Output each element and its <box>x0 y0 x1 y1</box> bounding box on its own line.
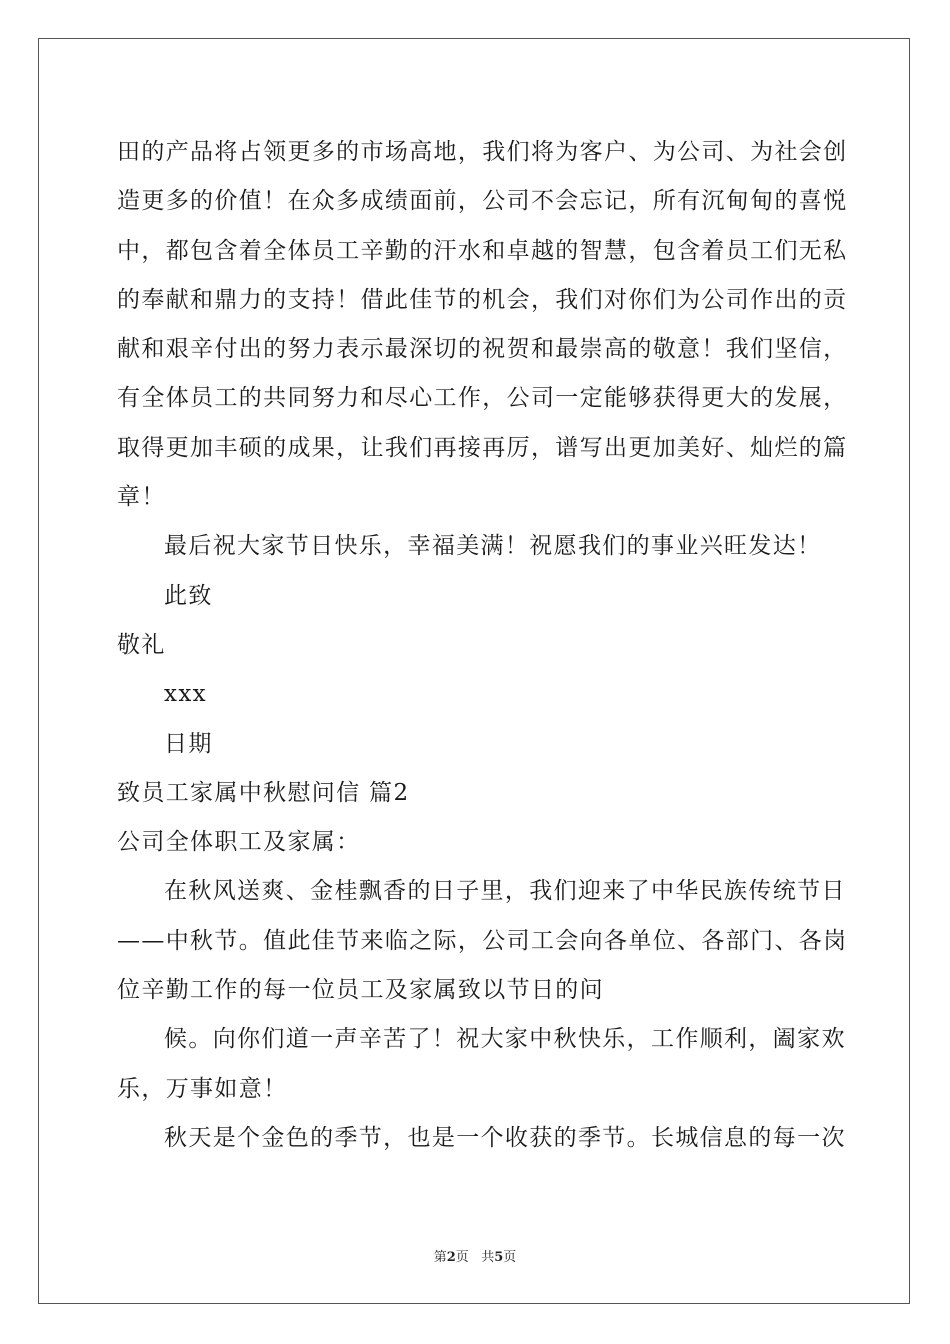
page-total: 5 <box>494 1250 504 1265</box>
section-heading: 致员工家属中秋慰问信 篇2 <box>117 779 410 806</box>
date-label: 日期 <box>164 730 213 757</box>
salutation-ci-zhi: 此致 <box>164 582 213 609</box>
body-line: ——中秋节。值此佳节来临之际，公司工会向各单位、各部门、各岗 <box>117 927 848 954</box>
document-body <box>117 128 848 1163</box>
body-line: 田的产品将占领更多的市场高地，我们将为客户、为公司、为社会创 <box>117 139 848 165</box>
letter-addressee: 公司全体职工及家属： <box>117 829 361 856</box>
page-footer <box>0 1246 950 1265</box>
page-suffix: 页 <box>455 1250 469 1265</box>
body-line: 献和艰辛付出的努力表示最深切的祝贺和最崇高的敬意！我们坚信， <box>117 336 848 363</box>
body-line: 中，都包含着全体员工辛勤的汗水和卓越的智慧，包含着员工们无私 <box>117 237 848 264</box>
closing-wish: 最后祝大家节日快乐，幸福美满！祝愿我们的事业兴旺发达！ <box>164 533 822 560</box>
total-suffix: 页 <box>503 1250 517 1265</box>
body-line: 取得更加丰硕的成果，让我们再接再厉，谱写出更加美好、灿烂的篇 <box>117 434 848 461</box>
body-line: 位辛勤工作的每一位员工及家属致以节日的问 <box>117 977 604 1004</box>
body-line: 候。向你们道一声辛苦了！祝大家中秋快乐，工作顺利，阖家欢 <box>164 1026 846 1053</box>
page-prefix: 第 <box>433 1250 447 1265</box>
body-line: 造更多的价值！在众多成绩面前，公司不会忘记，所有沉甸甸的喜悦 <box>117 188 848 215</box>
page-current: 2 <box>446 1250 456 1265</box>
body-line: 章！ <box>117 484 166 511</box>
total-prefix: 共 <box>481 1250 495 1265</box>
body-line: 有全体员工的共同努力和尽心工作，公司一定能够获得更大的发展， <box>117 385 848 412</box>
body-line: 的奉献和鼎力的支持！借此佳节的机会，我们对你们为公司作出的贡 <box>117 286 848 313</box>
body-line: 在秋风送爽、金桂飘香的日子里，我们迎来了中华民族传统节日 <box>164 878 846 905</box>
body-line: 秋天是个金色的季节，也是一个收获的季节。长城信息的每一次 <box>164 1124 846 1151</box>
signature: xxx <box>164 681 207 708</box>
salutation-jing-li: 敬礼 <box>117 631 166 658</box>
body-line: 乐，万事如意！ <box>117 1075 288 1102</box>
